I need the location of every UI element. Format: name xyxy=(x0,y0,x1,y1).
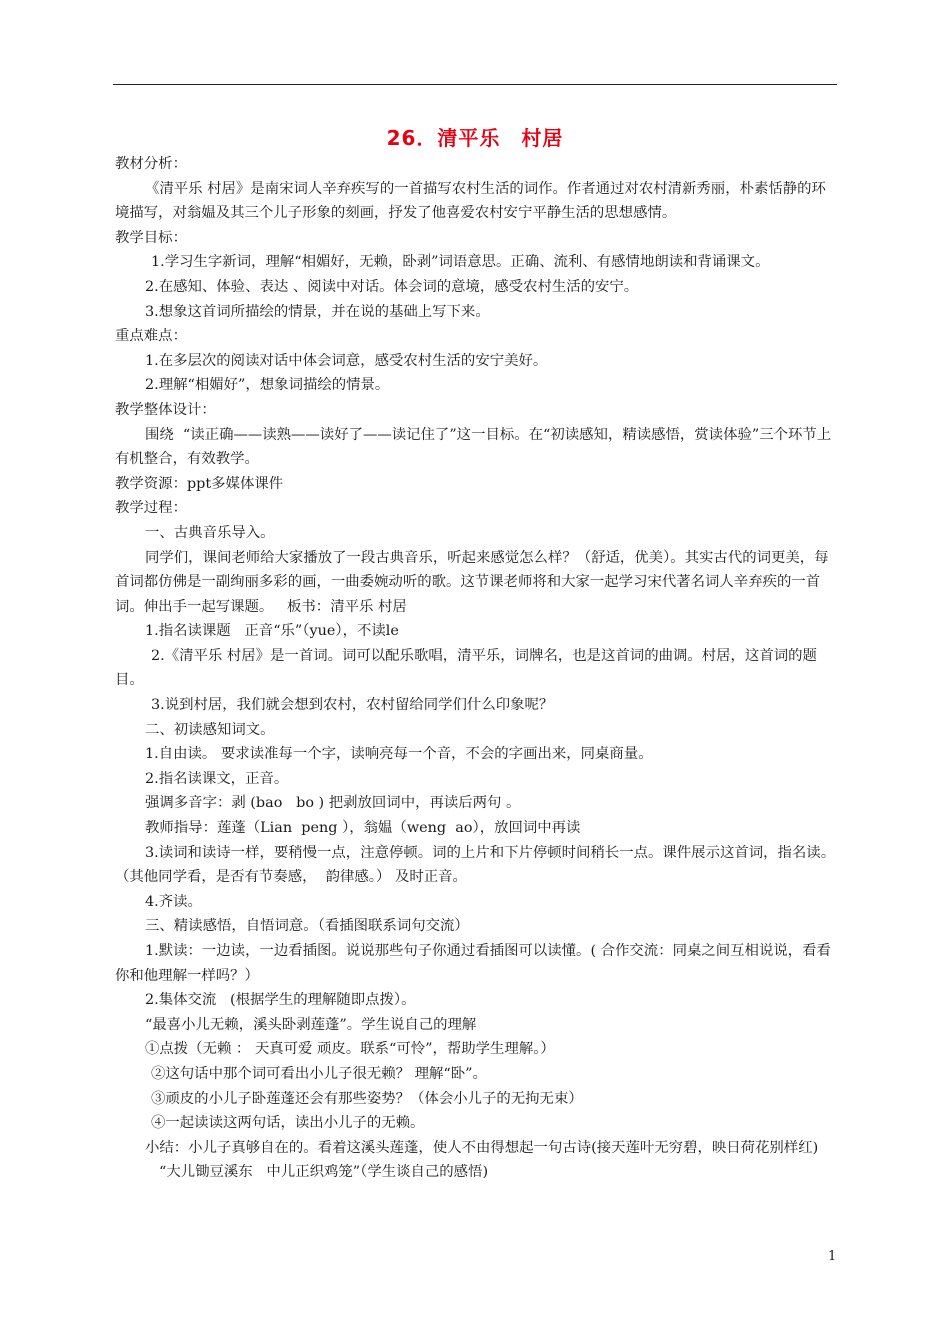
paragraph: 3.想象这首词所描绘的情景，并在说的基础上写下来。 xyxy=(145,303,490,320)
section-heading: 重点难点： xyxy=(115,328,187,345)
paragraph: 1.自由读。 要求读准每一个字，读响亮每一个音，不会的字画出来，同桌商量。 xyxy=(145,746,653,763)
paragraph: 三、精读感悟，自悟词意。（看插图联系词句交流） xyxy=(145,918,469,935)
paragraph: 1.指名读课题 正音“乐”（yue），不读le xyxy=(145,623,399,640)
paragraph: 1.默读：一边读，一边看插图。说说那些句子你通过看插图可以读懂。( 合作交流：同桌之间互相说说，看看你和他理解一样吗？） xyxy=(115,943,831,984)
document-body xyxy=(115,152,840,1185)
paragraph: 1.在多层次的阅读对话中体会词意，感受农村生活的安宁美好。 xyxy=(145,352,548,369)
section-heading: 教学过程： xyxy=(115,500,187,517)
paragraph: ②这句话中那个词可看出小儿子很无赖？ 理解“卧”。 xyxy=(151,1065,487,1082)
paragraph: 小结：小儿子真够自在的。看着这溪头莲蓬，使人不由得想起一句古诗(接天莲叶无穷碧，映日荷花别样红) xyxy=(145,1139,819,1156)
paragraph: 《清平乐 村居》是南宋词人辛弃疾写的一首描写农村生活的词作。作者通过对农村清新秀丽，朴素恬静的环境描写，对翁媪及其三个儿子形象的刻画，抒发了他喜爱农村安宁平静生活的思想感情。 xyxy=(115,180,826,222)
paragraph: 2.《清平乐 村居》是一首词。词可以配乐歌唱，清平乐，词牌名，也是这首词的曲调。村居，这首词的题目。 xyxy=(115,647,817,689)
section-heading: 教学整体设计： xyxy=(115,401,216,418)
paragraph: 2.指名读课文，正音。 xyxy=(145,770,289,787)
section-heading: 教材分析： xyxy=(115,156,187,172)
paragraph: 同学们，课间老师给大家播放了一段古典音乐，听起来感觉怎么样？（舒适，优美）。其实古代的词更美，每首词都仿佛是一副绚丽多彩的画，一曲委婉动听的歌。这节课老师将和大家一起学习宋代著名词人辛弃疾的一首词。伸出手一起写课题。 板书：清平乐 村居 xyxy=(115,549,829,615)
paragraph: 强调多音字：剥 (bao bo ) 把剥放回词中，再读后两句 。 xyxy=(145,795,521,812)
paragraph: 3.说到村居，我们就会想到农村，农村留给同学们什么印象呢？ xyxy=(151,697,554,714)
section-heading: 教学资源：ppt多媒体课件 xyxy=(115,475,284,492)
paragraph: 3.读词和读诗一样，要稍慢一点，注意停顿。词的上片和下片停顿时间稍长一点。课件展示这首词，指名读。（其他同学看，是否有节奏感， 韵律感。） 及时正音。 xyxy=(115,844,836,886)
paragraph: 一、古典音乐导入。 xyxy=(145,524,275,541)
paragraph: 二、初读感知词文。 xyxy=(145,721,275,738)
section-heading: 教学目标： xyxy=(115,229,187,246)
paragraph: ①点拨（无赖 ： 天真可爱 顽皮。联系“可怜”，帮助学生理解。） xyxy=(145,1041,555,1058)
document-title: 26．清平乐 村居 xyxy=(386,126,564,150)
paragraph: 围绕 “读正确——读熟——读好了——读记住了”这一目标。在“初读感知，精读感悟，赏读体验”三个环节上有机整合，有效教学。 xyxy=(115,426,832,468)
paragraph: 4.齐读。 xyxy=(145,893,202,910)
paragraph: 2.理解“相媚好”，想象词描绘的情景。 xyxy=(145,377,390,394)
header-rule xyxy=(113,84,837,85)
paragraph: “大儿锄豆溪东 中儿正织鸡笼”（学生谈自己的感悟) xyxy=(159,1164,489,1181)
paragraph: ③顽皮的小儿子卧莲蓬还会有那些姿势？（体会小儿子的无拘无束） xyxy=(151,1090,583,1107)
paragraph: 1.学习生字新词，理解“相媚好，无赖，卧剥”词语意思。正确、流利、有感情地朗读和背诵课文。 xyxy=(151,254,770,271)
paragraph: ④一起读读这两句话，读出小儿子的无赖。 xyxy=(151,1115,425,1132)
paragraph: 2.集体交流 (根据学生的理解随即点拨）。 xyxy=(145,992,416,1009)
paragraph: “最喜小儿无赖，溪头卧剥莲蓬”。学生说自己的理解 xyxy=(145,1016,477,1033)
paragraph: 2.在感知、体验、表达 、阅读中对话。体会词的意境，感受农村生活的安宁。 xyxy=(145,278,639,295)
paragraph: 教师指导：莲蓬（Lian peng ），翁媪（weng ao），放回词中再读 xyxy=(145,820,581,837)
page-number: 1 xyxy=(828,1249,837,1264)
